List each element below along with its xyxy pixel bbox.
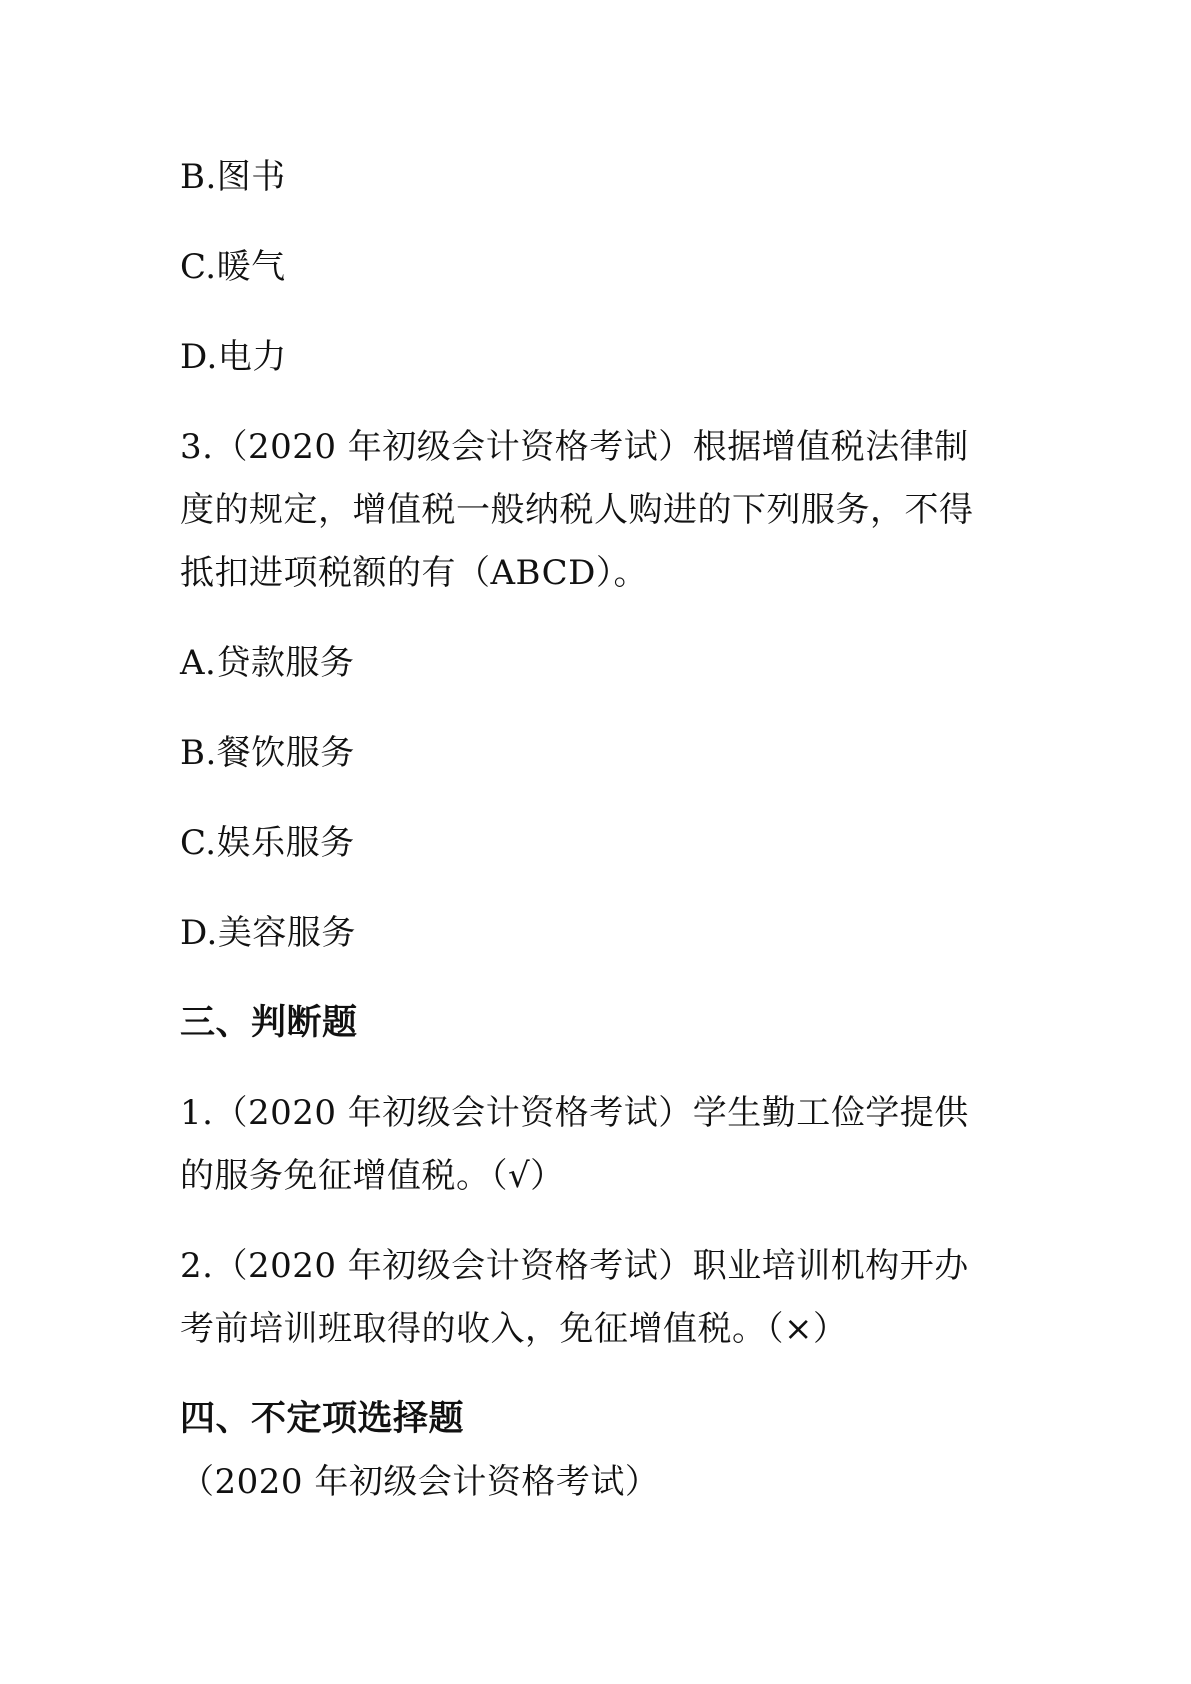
tf-question-2-line-1: 2.（2020 年初级会计资格考试）职业培训机构开办 (180, 1246, 969, 1286)
question-3-option-d: D.美容服务 (180, 913, 356, 953)
tf-question-1-line-1: 1.（2020 年初级会计资格考试）学生勤工俭学提供 (180, 1093, 969, 1133)
section-heading-true-false: 三、判断题 (180, 1003, 358, 1043)
option-d-electricity: D.电力 (180, 337, 287, 377)
question-3-option-a: A.贷款服务 (180, 643, 355, 683)
question-3-option-c: C.娱乐服务 (180, 823, 355, 863)
indefinite-source-line: （2020 年初级会计资格考试） (180, 1462, 660, 1502)
question-3-line-1: 3.（2020 年初级会计资格考试）根据增值税法律制 (180, 427, 969, 467)
section-heading-indefinite-choice: 四、不定项选择题 (180, 1399, 465, 1439)
tf-question-1-line-2: 的服务免征增值税。（√） (180, 1156, 565, 1196)
option-c-heating: C.暖气 (180, 247, 286, 287)
question-3-line-3: 抵扣进项税额的有（ABCD）。 (180, 553, 648, 593)
question-3-option-b: B.餐饮服务 (180, 733, 355, 773)
option-b-books: B.图书 (180, 157, 286, 197)
question-3-line-2: 度的规定，增值税一般纳税人购进的下列服务，不得 (180, 490, 974, 530)
tf-question-2-line-2: 考前培训班取得的收入，免征增值税。（×） (180, 1309, 848, 1349)
